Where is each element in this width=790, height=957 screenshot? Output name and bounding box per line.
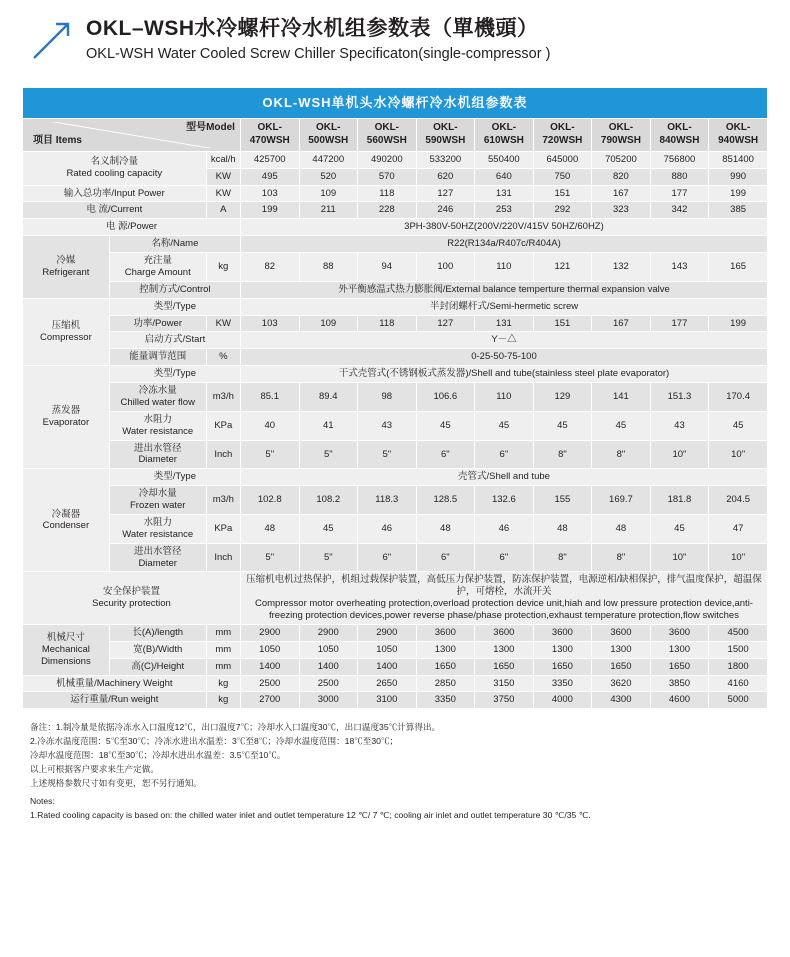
label-rated-cooling-en: Rated cooling capacity bbox=[66, 168, 163, 180]
cell: 5" bbox=[299, 543, 358, 572]
unit-rated-cooling-kw: KW bbox=[206, 168, 240, 185]
cell: 204.5 bbox=[709, 486, 768, 515]
row-evaporator-resistance bbox=[23, 411, 768, 440]
cell: 10" bbox=[709, 440, 768, 469]
cell: 10" bbox=[709, 543, 768, 572]
label-condenser-diameter bbox=[109, 543, 206, 572]
row-compressor-type bbox=[23, 298, 768, 315]
cell: 3350 bbox=[416, 692, 475, 709]
label-cond-res-en: Water resistance bbox=[122, 528, 194, 540]
cell: 5" bbox=[299, 440, 358, 469]
cell: 6" bbox=[416, 440, 475, 469]
cell: 2900 bbox=[299, 624, 358, 641]
cell: 1500 bbox=[709, 641, 768, 658]
cell: 10" bbox=[650, 543, 709, 572]
cell: 490200 bbox=[358, 151, 417, 168]
label-current: 电 流/Current bbox=[23, 202, 207, 219]
group-dimensions-cn: 机械尺寸 bbox=[46, 631, 85, 643]
label-condenser-type: 类型/Type bbox=[109, 469, 240, 486]
unit-dim-width: mm bbox=[206, 641, 240, 658]
cell: 6" bbox=[475, 543, 534, 572]
label-refrigerant-name: 名称/Name bbox=[109, 236, 240, 253]
label-evap-flow-en: Chilled water flow bbox=[120, 396, 195, 408]
cell: 45 bbox=[650, 514, 709, 543]
row-condenser-diameter bbox=[23, 543, 768, 572]
row-dim-length bbox=[23, 624, 768, 641]
label-evaporator-diameter bbox=[109, 440, 206, 469]
label-machine-weight: 机械重量/Machinery Weight bbox=[23, 675, 207, 692]
unit-compressor-capacity: % bbox=[206, 349, 240, 366]
cell: 705200 bbox=[592, 151, 651, 168]
label-condenser-flow bbox=[109, 486, 206, 515]
cell: 100 bbox=[416, 253, 475, 282]
unit-evaporator-resistance: KPa bbox=[206, 411, 240, 440]
cell: 3750 bbox=[475, 692, 534, 709]
cell: 121 bbox=[533, 253, 592, 282]
row-security-protection bbox=[23, 572, 768, 625]
cell: 645000 bbox=[533, 151, 592, 168]
cell: 43 bbox=[650, 411, 709, 440]
cell: 3150 bbox=[475, 675, 534, 692]
cell: 48 bbox=[592, 514, 651, 543]
cell: 620 bbox=[416, 168, 475, 185]
cell: 1650 bbox=[416, 658, 475, 675]
label-security bbox=[23, 572, 241, 625]
cell: 108.2 bbox=[299, 486, 358, 515]
model-col-3: OKL-590WSH bbox=[416, 118, 475, 151]
note-line-5: 上述规格参数尺寸如有变更，恕不另行通知。 bbox=[30, 778, 202, 788]
cell: 640 bbox=[475, 168, 534, 185]
cell: 1650 bbox=[533, 658, 592, 675]
cell: 756800 bbox=[650, 151, 709, 168]
cell: 4160 bbox=[709, 675, 768, 692]
cell: 129 bbox=[533, 383, 592, 412]
cell: 246 bbox=[416, 202, 475, 219]
cell: 45 bbox=[475, 411, 534, 440]
cell: 1400 bbox=[240, 658, 299, 675]
cell: 2650 bbox=[358, 675, 417, 692]
security-text-cn: 压缩机电机过热保护，机组过载保护装置，高低压力保护装置，防冻保护装置，电源逆相/缺相保护，排气温度保护，超温保护，可熔栓，水流开关 bbox=[246, 574, 762, 598]
group-condenser-cn: 冷凝器 bbox=[51, 508, 81, 520]
cell: 3620 bbox=[592, 675, 651, 692]
cell: 495 bbox=[240, 168, 299, 185]
cell: 2850 bbox=[416, 675, 475, 692]
group-refrigerant bbox=[23, 236, 110, 299]
cell: 131 bbox=[475, 185, 534, 202]
cell: 103 bbox=[240, 185, 299, 202]
label-security-en: Security protection bbox=[92, 598, 171, 610]
cell: 167 bbox=[592, 315, 651, 332]
cell: 1650 bbox=[650, 658, 709, 675]
cell: 10" bbox=[650, 440, 709, 469]
cell: 47 bbox=[709, 514, 768, 543]
cell: 533200 bbox=[416, 151, 475, 168]
row-condenser-type bbox=[23, 469, 768, 486]
cell: 177 bbox=[650, 315, 709, 332]
cell: 1400 bbox=[358, 658, 417, 675]
cell: 5" bbox=[358, 440, 417, 469]
cell: 8" bbox=[533, 440, 592, 469]
cell: 8" bbox=[592, 543, 651, 572]
cell: 6" bbox=[475, 440, 534, 469]
cell: 3000 bbox=[299, 692, 358, 709]
cell: 88 bbox=[299, 253, 358, 282]
table-banner: OKL-WSH单机头水冷螺杆冷水机组参数表 bbox=[23, 87, 768, 118]
group-condenser bbox=[23, 469, 110, 572]
table-header-row bbox=[23, 118, 768, 151]
cell: 40 bbox=[240, 411, 299, 440]
row-input-power bbox=[23, 185, 768, 202]
cell: 1050 bbox=[299, 641, 358, 658]
label-dim-width: 宽(B)/Width bbox=[109, 641, 206, 658]
cell: 110 bbox=[475, 253, 534, 282]
cell: 110 bbox=[475, 383, 534, 412]
unit-input-power: KW bbox=[206, 185, 240, 202]
cell: 292 bbox=[533, 202, 592, 219]
header-model-label: 型号Model bbox=[186, 121, 235, 133]
cell: 167 bbox=[592, 185, 651, 202]
cell: 103 bbox=[240, 315, 299, 332]
group-dimensions bbox=[23, 624, 110, 675]
note-line-2: 2.冷冻水温度范围：5℃至30℃；冷冻水进出水温差：3℃至8℃；冷却水温度范围：18℃至30℃； bbox=[30, 736, 399, 747]
cell: 94 bbox=[358, 253, 417, 282]
group-compressor-en: Compressor bbox=[40, 331, 92, 343]
cell: 3600 bbox=[592, 624, 651, 641]
label-compressor-type: 类型/Type bbox=[109, 298, 240, 315]
cell: 177 bbox=[650, 185, 709, 202]
model-col-1: OKL-500WSH bbox=[299, 118, 358, 151]
cell: 118 bbox=[358, 315, 417, 332]
unit-compressor-power: KW bbox=[206, 315, 240, 332]
cell: 43 bbox=[358, 411, 417, 440]
cell: 155 bbox=[533, 486, 592, 515]
label-evap-dia-en: Diameter bbox=[138, 454, 177, 466]
cell: 127 bbox=[416, 315, 475, 332]
model-col-7: OKL-840WSH bbox=[650, 118, 709, 151]
unit-condenser-diameter: Inch bbox=[206, 543, 240, 572]
unit-evaporator-flow: m3/h bbox=[206, 383, 240, 412]
label-rated-cooling-cn: 名义制冷量 bbox=[90, 156, 139, 168]
row-condenser-resistance bbox=[23, 514, 768, 543]
cell: 2500 bbox=[299, 675, 358, 692]
unit-condenser-flow: m3/h bbox=[206, 486, 240, 515]
header-items-label: 项目 Items bbox=[33, 135, 82, 147]
cell: 48 bbox=[240, 514, 299, 543]
table-banner-row bbox=[23, 87, 768, 118]
cell: 6" bbox=[416, 543, 475, 572]
row-compressor-power bbox=[23, 315, 768, 332]
cell: 2500 bbox=[240, 675, 299, 692]
cell: 89.4 bbox=[299, 383, 358, 412]
cell: 45 bbox=[533, 411, 592, 440]
cell: 4300 bbox=[592, 692, 651, 709]
group-evaporator-cn: 蒸发器 bbox=[51, 405, 81, 417]
security-text-en: Compressor motor overheating protection,overload protection device unit,hiah and low pressure protection device,anti-freezing protection devices,power reverse phase/phase protection,exhaust temperature protection,flow switches bbox=[255, 598, 753, 622]
label-dim-height: 高(C)/Height bbox=[109, 658, 206, 675]
value-security bbox=[240, 572, 767, 625]
cell: 8" bbox=[533, 543, 592, 572]
cell: 141 bbox=[592, 383, 651, 412]
cell: 3100 bbox=[358, 692, 417, 709]
cell: 45 bbox=[592, 411, 651, 440]
cell: 3600 bbox=[416, 624, 475, 641]
cell: 5" bbox=[240, 543, 299, 572]
cell: 118.3 bbox=[358, 486, 417, 515]
row-evaporator-diameter bbox=[23, 440, 768, 469]
cell: 750 bbox=[533, 168, 592, 185]
value-refrigerant-name: R22(R134a/R407c/R404A) bbox=[240, 236, 767, 253]
label-refrigerant-charge bbox=[109, 253, 206, 282]
cell: 48 bbox=[416, 514, 475, 543]
cell: 5000 bbox=[709, 692, 768, 709]
group-compressor-cn: 压缩机 bbox=[51, 320, 81, 332]
cell: 109 bbox=[299, 185, 358, 202]
cell: 1300 bbox=[650, 641, 709, 658]
cell: 323 bbox=[592, 202, 651, 219]
cell: 118 bbox=[358, 185, 417, 202]
cell: 3350 bbox=[533, 675, 592, 692]
cell: 169.7 bbox=[592, 486, 651, 515]
unit-refrigerant-charge: kg bbox=[206, 253, 240, 282]
row-run-weight bbox=[23, 692, 768, 709]
model-col-0: OKL-470WSH bbox=[240, 118, 299, 151]
cell: 45 bbox=[416, 411, 475, 440]
row-refrigerant-name bbox=[23, 236, 768, 253]
note-line-4: 以上可根据客户要求来生产定做。 bbox=[30, 764, 159, 775]
value-compressor-type: 半封闭螺杆式/Semi-hermetic screw bbox=[240, 298, 767, 315]
note-line-3: 冷却水温度范围：18℃至30℃；冷却水进出水温差：3.5℃至10℃。 bbox=[30, 750, 286, 761]
cell: 3600 bbox=[475, 624, 534, 641]
value-compressor-start: Y－△ bbox=[240, 332, 767, 349]
row-refrigerant-charge bbox=[23, 253, 768, 282]
value-evaporator-type: 干式壳管式(不锈钢板式蒸发器)/Shell and tube(stainless steel plate evaporator) bbox=[240, 366, 767, 383]
cell: 106.6 bbox=[416, 383, 475, 412]
cell: 8" bbox=[592, 440, 651, 469]
cell: 199 bbox=[240, 202, 299, 219]
cell: 211 bbox=[299, 202, 358, 219]
cell: 1650 bbox=[592, 658, 651, 675]
cell: 253 bbox=[475, 202, 534, 219]
cell: 199 bbox=[709, 315, 768, 332]
cell: 45 bbox=[299, 514, 358, 543]
label-compressor-capacity: 能量调节范围 bbox=[109, 349, 206, 366]
cell: 820 bbox=[592, 168, 651, 185]
label-power-supply: 电 源/Power bbox=[23, 219, 241, 236]
group-evaporator-en: Evaporator bbox=[42, 417, 90, 429]
model-col-5: OKL-720WSH bbox=[533, 118, 592, 151]
group-refrigerant-cn: 冷媒 bbox=[56, 255, 76, 267]
row-compressor-capacity bbox=[23, 349, 768, 366]
cell: 1300 bbox=[592, 641, 651, 658]
value-compressor-capacity: 0-25-50-75-100 bbox=[240, 349, 767, 366]
cell: 41 bbox=[299, 411, 358, 440]
row-compressor-start bbox=[23, 332, 768, 349]
row-evaporator-type bbox=[23, 366, 768, 383]
unit-dim-length: mm bbox=[206, 624, 240, 641]
value-condenser-type: 壳管式/Shell and tube bbox=[240, 469, 767, 486]
cell: 385 bbox=[709, 202, 768, 219]
group-condenser-en: Condenser bbox=[42, 520, 90, 532]
label-evaporator-type: 类型/Type bbox=[109, 366, 240, 383]
cell: 151.3 bbox=[650, 383, 709, 412]
cell: 1300 bbox=[475, 641, 534, 658]
spec-table bbox=[22, 87, 768, 710]
unit-dim-height: mm bbox=[206, 658, 240, 675]
label-run-weight: 运行重量/Run weight bbox=[23, 692, 207, 709]
cell: 990 bbox=[709, 168, 768, 185]
model-col-4: OKL-610WSH bbox=[475, 118, 534, 151]
label-evap-dia-cn: 进出水管径 bbox=[133, 442, 182, 454]
cell: 127 bbox=[416, 185, 475, 202]
cell: 342 bbox=[650, 202, 709, 219]
label-evap-flow-cn: 冷冻水量 bbox=[138, 385, 177, 397]
cell: 128.5 bbox=[416, 486, 475, 515]
notes-en-title: Notes: bbox=[30, 795, 55, 806]
label-refrigerant-control: 控制方式/Control bbox=[109, 281, 240, 298]
cell: 46 bbox=[358, 514, 417, 543]
cell: 3850 bbox=[650, 675, 709, 692]
label-input-power: 输入总功率/Input Power bbox=[23, 185, 207, 202]
row-condenser-flow bbox=[23, 486, 768, 515]
cell: 425700 bbox=[240, 151, 299, 168]
group-dimensions-en1: Mechanical bbox=[41, 643, 90, 655]
cell: 2900 bbox=[240, 624, 299, 641]
label-cond-res-cn: 水阻力 bbox=[143, 516, 172, 528]
note-line-7: 1.Rated cooling capacity is based on: the chilled water inlet and outlet temperature 12 ℃/ 7 ℃; cooling air inlet and outlet temperature 30 ℃/35 ℃. bbox=[30, 809, 591, 820]
cell: 1800 bbox=[709, 658, 768, 675]
label-compressor-start: 启动方式/Start bbox=[109, 332, 240, 349]
cell: 132 bbox=[592, 253, 651, 282]
cell: 102.8 bbox=[240, 486, 299, 515]
cell: 1050 bbox=[358, 641, 417, 658]
row-power-supply bbox=[23, 219, 768, 236]
label-evaporator-resistance bbox=[109, 411, 206, 440]
cell: 143 bbox=[650, 253, 709, 282]
cell: 4500 bbox=[709, 624, 768, 641]
title-block bbox=[86, 14, 550, 65]
cell: 228 bbox=[358, 202, 417, 219]
group-evaporator bbox=[23, 366, 110, 469]
label-cond-flow-cn: 冷却水量 bbox=[138, 488, 177, 500]
cell: 447200 bbox=[299, 151, 358, 168]
label-cond-dia-cn: 进出水管径 bbox=[133, 545, 182, 557]
model-col-2: OKL-560WSH bbox=[358, 118, 417, 151]
value-power-supply: 3PH-380V-50HZ(200V/220V/415V 50HZ/60HZ) bbox=[240, 219, 767, 236]
notes-block bbox=[30, 721, 760, 822]
label-dim-length: 长(A)/length bbox=[109, 624, 206, 641]
cell: 1400 bbox=[299, 658, 358, 675]
label-security-cn: 安全保护装置 bbox=[102, 586, 160, 598]
row-refrigerant-control bbox=[23, 281, 768, 298]
cell: 3600 bbox=[650, 624, 709, 641]
cell: 880 bbox=[650, 168, 709, 185]
cell: 131 bbox=[475, 315, 534, 332]
cell: 5" bbox=[240, 440, 299, 469]
group-refrigerant-en: Refrigerant bbox=[42, 266, 90, 278]
label-compressor-power: 功率/Power bbox=[109, 315, 206, 332]
row-dim-width bbox=[23, 641, 768, 658]
unit-rated-cooling-kcal: kcal/h bbox=[206, 151, 240, 168]
cell: 2700 bbox=[240, 692, 299, 709]
unit-machine-weight: kg bbox=[206, 675, 240, 692]
value-refrigerant-control: 外平衡感温式热力膨胀阀/External balance temperture thermal expansion valve bbox=[240, 281, 767, 298]
row-evaporator-flow bbox=[23, 383, 768, 412]
row-rated-cooling-kcal bbox=[23, 151, 768, 168]
cell: 520 bbox=[299, 168, 358, 185]
cell: 132.6 bbox=[475, 486, 534, 515]
cell: 851400 bbox=[709, 151, 768, 168]
page-title-en: OKL-WSH Water Cooled Screw Chiller Specificaton(single-compressor ) bbox=[86, 46, 551, 63]
cell: 181.8 bbox=[650, 486, 709, 515]
row-dim-height bbox=[23, 658, 768, 675]
label-charge-cn: 充注量 bbox=[143, 255, 172, 267]
cell: 48 bbox=[533, 514, 592, 543]
cell: 570 bbox=[358, 168, 417, 185]
note-line-1: 备注：1.制冷量是依据冷冻水入口温度12℃，出口温度7℃；冷却水入口温度30℃，出口温度35℃计算得出。 bbox=[30, 722, 441, 733]
spec-table-wrap bbox=[22, 87, 768, 710]
model-col-6: OKL-790WSH bbox=[592, 118, 651, 151]
cell: 151 bbox=[533, 185, 592, 202]
label-evap-res-cn: 水阻力 bbox=[143, 413, 172, 425]
cell: 550400 bbox=[475, 151, 534, 168]
row-machine-weight bbox=[23, 675, 768, 692]
label-charge-en: Charge Amount bbox=[124, 266, 191, 278]
group-compressor bbox=[23, 298, 110, 366]
page-title-cn: OKL–WSH水冷螺杆冷水机组参数表（單機頭） bbox=[86, 17, 539, 40]
cell: 98 bbox=[358, 383, 417, 412]
row-current bbox=[23, 202, 768, 219]
cell: 1300 bbox=[416, 641, 475, 658]
document-header bbox=[0, 0, 790, 65]
cell: 82 bbox=[240, 253, 299, 282]
unit-evaporator-diameter: Inch bbox=[206, 440, 240, 469]
cell: 170.4 bbox=[709, 383, 768, 412]
cell: 4000 bbox=[533, 692, 592, 709]
cell: 1050 bbox=[240, 641, 299, 658]
unit-current: A bbox=[206, 202, 240, 219]
label-cond-flow-en: Frozen water bbox=[130, 500, 186, 512]
unit-run-weight: kg bbox=[206, 692, 240, 709]
cell: 109 bbox=[299, 315, 358, 332]
group-dimensions-en2: Dimensions bbox=[41, 655, 91, 667]
label-rated-cooling bbox=[23, 151, 207, 185]
model-col-8: OKL-940WSH bbox=[709, 118, 768, 151]
cell: 1650 bbox=[475, 658, 534, 675]
cell: 2900 bbox=[358, 624, 417, 641]
unit-condenser-resistance: KPa bbox=[206, 514, 240, 543]
cell: 46 bbox=[475, 514, 534, 543]
cell: 4600 bbox=[650, 692, 709, 709]
label-evaporator-flow bbox=[109, 383, 206, 412]
cell: 199 bbox=[709, 185, 768, 202]
cell: 3600 bbox=[533, 624, 592, 641]
cell: 165 bbox=[709, 253, 768, 282]
label-condenser-resistance bbox=[109, 514, 206, 543]
cell: 151 bbox=[533, 315, 592, 332]
arrow-up-right-icon bbox=[30, 16, 76, 62]
label-evap-res-en: Water resistance bbox=[122, 425, 194, 437]
cell: 45 bbox=[709, 411, 768, 440]
label-cond-dia-en: Diameter bbox=[138, 557, 177, 569]
header-items-model bbox=[23, 118, 241, 151]
cell: 6" bbox=[358, 543, 417, 572]
cell: 1300 bbox=[533, 641, 592, 658]
cell: 85.1 bbox=[240, 383, 299, 412]
